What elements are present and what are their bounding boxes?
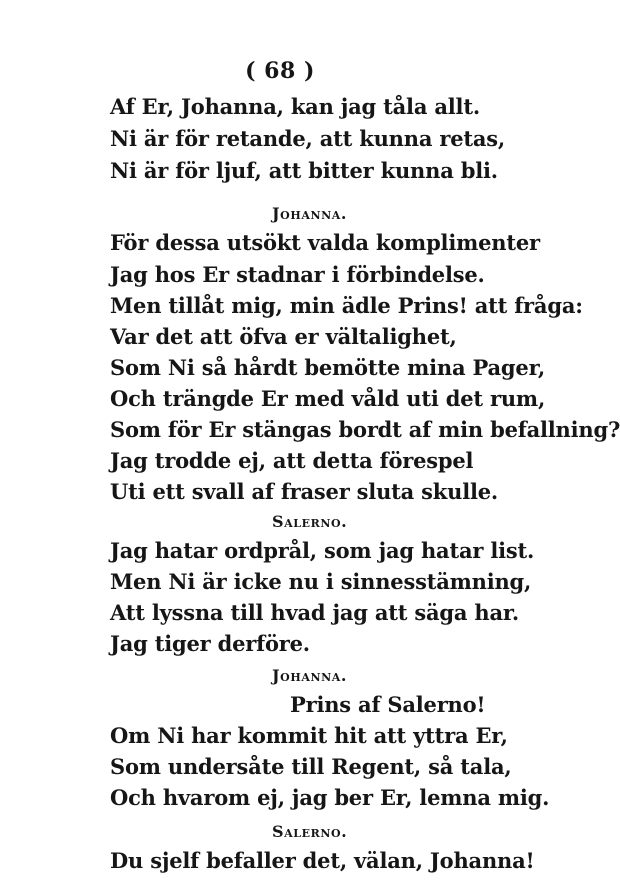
verse-line: Ni är för retande, att kunna retas,	[110, 126, 506, 151]
verse-line: Som Ni så hårdt bemötte mina Pager,	[110, 355, 546, 380]
verse-line: Men tillåt mig, min ädle Prins! att fråga:	[110, 293, 583, 318]
verse-line: Som för Er stängas bordt af min befallning?	[110, 417, 620, 442]
speaker-name: Johanna.	[272, 204, 348, 223]
verse-line: Du sjelf befaller det, välan, Johanna!	[110, 848, 535, 873]
verse-line: Jag hos Er stadnar i förbindelse.	[110, 262, 485, 287]
verse-line: Att lyssna till hvad jag att säga har.	[110, 600, 519, 625]
speaker-name: Salerno.	[272, 822, 348, 841]
verse-line: Var det att öfva er vältalighet,	[110, 324, 457, 349]
verse-line: Jag tiger derföre.	[110, 631, 310, 656]
verse-line: Af Er, Johanna, kan jag tåla allt.	[110, 94, 480, 119]
verse-line: Uti ett svall af fraser sluta skulle.	[110, 479, 499, 504]
verse-line: Ni är för ljuf, att bitter kunna bli.	[110, 158, 498, 183]
verse-line: Jag hatar ordprål, som jag hatar list.	[110, 538, 535, 563]
verse-line: Jag trodde ej, att detta förespel	[110, 448, 474, 473]
verse-line: Men Ni är icke nu i sinnesstämning,	[110, 569, 532, 594]
verse-line: Om Ni har kommit hit att yttra Er,	[110, 723, 508, 748]
verse-line: Och trängde Er med våld uti det rum,	[110, 386, 546, 411]
speaker-name: Salerno.	[272, 512, 348, 531]
verse-line: För dessa utsökt valda komplimenter	[110, 230, 540, 255]
verse-line: Prins af Salerno!	[290, 692, 486, 717]
verse-line: Som undersåte till Regent, så tala,	[110, 754, 512, 779]
verse-line: Och hvarom ej, jag ber Er, lemna mig.	[110, 785, 550, 810]
page-number: ( 68 )	[245, 58, 315, 84]
speaker-name: Johanna.	[272, 666, 348, 685]
